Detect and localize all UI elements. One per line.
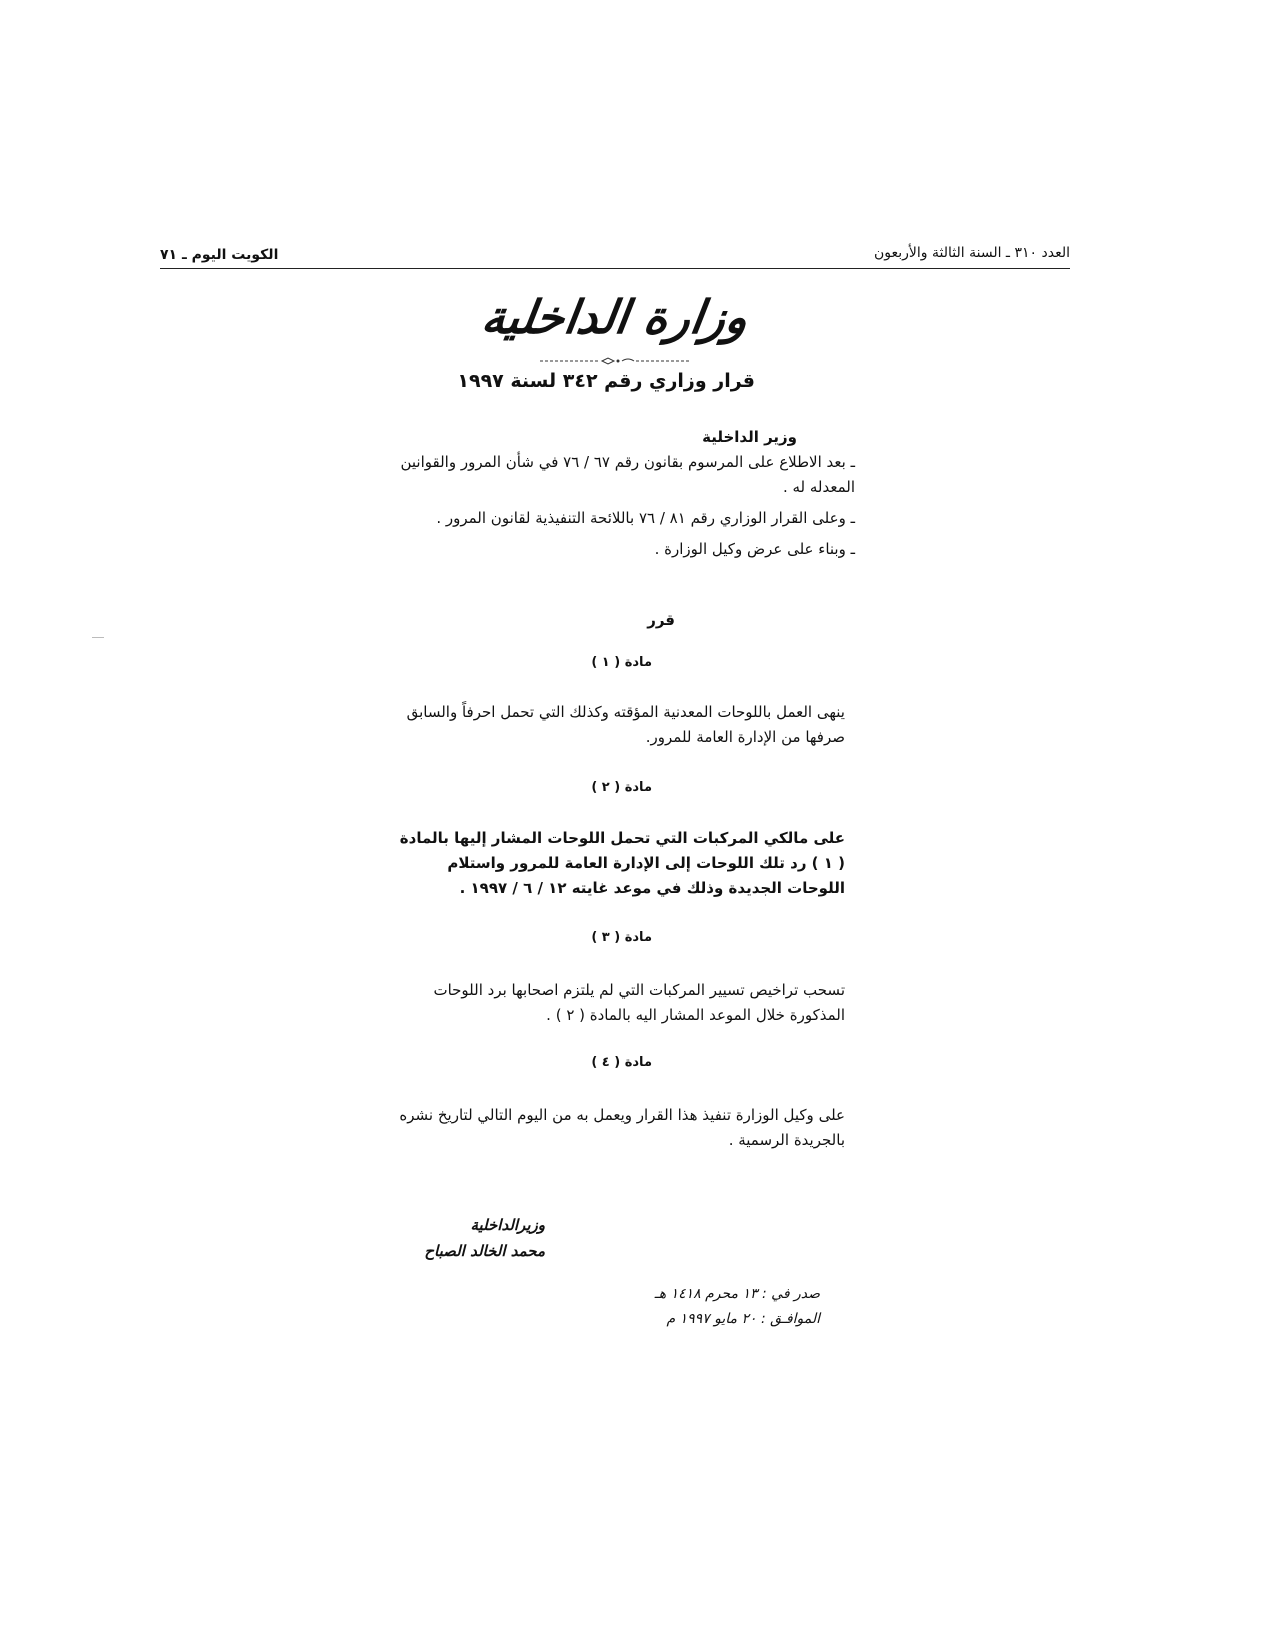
margin-mark [92,637,104,638]
header-divider [160,268,1070,269]
signature-name: محمد الخالد الصباح [424,1242,545,1260]
ornament-divider [540,356,690,366]
article-text: على مالكي المركبات التي تحمل اللوحات المشار إليها بالمادة ( ١ ) رد تلك اللوحات إلى الإدارة العامة للمرور واستلام اللوحات الجديدة وذلك في موعد غايته ١٢ / ٦ / ١٩٩٧ . [399,829,845,897]
preamble [385,450,855,568]
issue-dates [655,1282,820,1332]
minister-heading: وزير الداخلية [702,428,797,446]
issue-info: العدد ٣١٠ ـ السنة الثالثة والأربعون [874,245,1070,261]
preamble-clause: ـ وعلى القرار الوزاري رقم ٨١ / ٧٦ باللائحة التنفيذية لقانون المرور . [436,509,855,527]
signature-block [424,1212,545,1264]
gregorian-date: الموافـق : ٢٠ مايو ١٩٩٧ م [666,1311,820,1327]
article-text: ينهى العمل باللوحات المعدنية المؤقته وكذلك التي تحمل احرفاً والسابق صرفها من الإدارة العامة للمرور. [406,703,845,746]
preamble-clause: ـ وبناء على عرض وكيل الوزارة . [654,540,855,558]
ministry-logo: وزارة الداخلية [478,290,752,344]
preamble-clause: ـ بعد الاطلاع على المرسوم بقانون رقم ٦٧ / ٧٦ في شأن المرور والقوانين المعدله له . [400,453,855,496]
article-heading: مادة ( ٢ ) [591,780,652,795]
article-text: تسحب تراخيص تسيير المركبات التي لم يلتزم اصحابها برد اللوحات المذكورة خلال الموعد المشار اليه بالمادة ( ٢ ) . [433,981,845,1024]
article-heading: مادة ( ٣ ) [591,930,652,945]
decree-title: قرار وزاري رقم ٣٤٢ لسنة ١٩٩٧ [457,370,755,392]
hijri-date: صدر في : ١٣ محرم ١٤١٨ هـ [654,1286,820,1302]
decided-heading: قرر [647,611,675,629]
article-heading: مادة ( ٤ ) [591,1055,652,1070]
page-label: الكويت اليوم ـ ٧١ [160,247,279,263]
signature-title: وزيرالداخلية [470,1216,545,1234]
article-text: على وكيل الوزارة تنفيذ هذا القرار ويعمل به من اليوم التالي لتاريخ نشره بالجريدة الرسمية . [399,1106,845,1149]
article-heading: مادة ( ١ ) [591,655,652,670]
